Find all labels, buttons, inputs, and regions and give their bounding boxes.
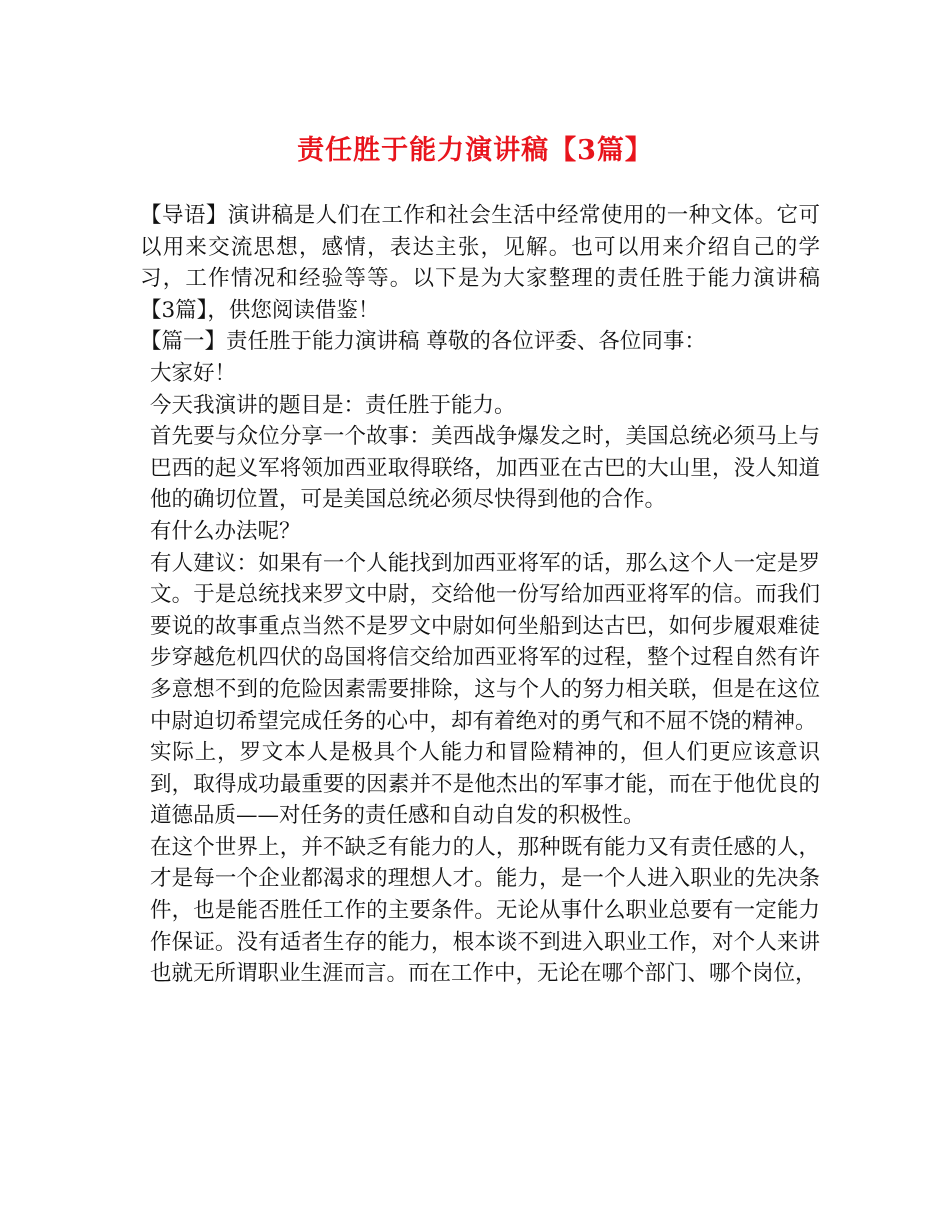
question-paragraph: 有什么办法呢？ — [150, 518, 301, 544]
suggestion-paragraph: 有人建议：如果有一个人能找到加西亚将军的话，那么这个人一定是罗文。于是总统找来罗文中尉，交给他一份写给加西亚将军的信。而我们要说的故事重点当然不是罗文中尉如何坐船到达古巴，如何步履艰难徒步穿越危机四伏的岛国将信交给加西亚将军的过程，整个过程自然有许多意想不到的危险因素需要排除，这与个人的努力相关联，但是在这位中尉迫切希望完成任务的心中，却有着绝对的勇气和不屈不饶的精神。 — [150, 550, 820, 734]
greeting-paragraph: 大家好！ — [150, 360, 237, 386]
story-paragraph: 首先要与众位分享一个故事：美西战争爆发之时，美国总统必须马上与巴西的起义军将领加西亚取得联络，加西亚在古巴的大山里，没人知道他的确切位置，可是美国总统必须尽快得到他的合作。 — [150, 424, 820, 513]
document-title: 责任胜于能力演讲稿【3篇】 — [297, 135, 653, 166]
ability-paragraph: 在这个世界上，并不缺乏有能力的人，那种既有能力又有责任感的人，才是每一个企业都渴求的理想人才。能力，是一个人进入职业的先决条件，也是能否胜任工作的主要条件。无论从事什么职业总要有一定能力作保证。没有适者生存的能力，根本谈不到进入职业工作，对个人来讲也就无所谓职业生涯而言。而在工作中，无论在哪个部门、哪个岗位， — [150, 834, 820, 987]
document-body — [140, 200, 820, 990]
topic-paragraph: 今天我演讲的题目是：责任胜于能力。 — [150, 392, 516, 418]
intro-paragraph: 【导语】演讲稿是人们在工作和社会生活中经常使用的一种文体。它可以用来交流思想，感情，表达主张，见解。也可以用来介绍自己的学习，工作情况和经验等等。以下是为大家整理的责任胜于能力演讲稿【3篇】，供您阅读借鉴！ — [140, 203, 820, 323]
section-one-heading: 【篇一】责任胜于能力演讲稿 尊敬的各位评委、各位同事： — [140, 329, 706, 355]
reflection-paragraph: 实际上，罗文本人是极具个人能力和冒险精神的，但人们更应该意识到，取得成功最重要的因素并不是他杰出的军事才能，而在于他优良的道德品质——对任务的责任感和自动自发的积极性。 — [150, 740, 820, 829]
